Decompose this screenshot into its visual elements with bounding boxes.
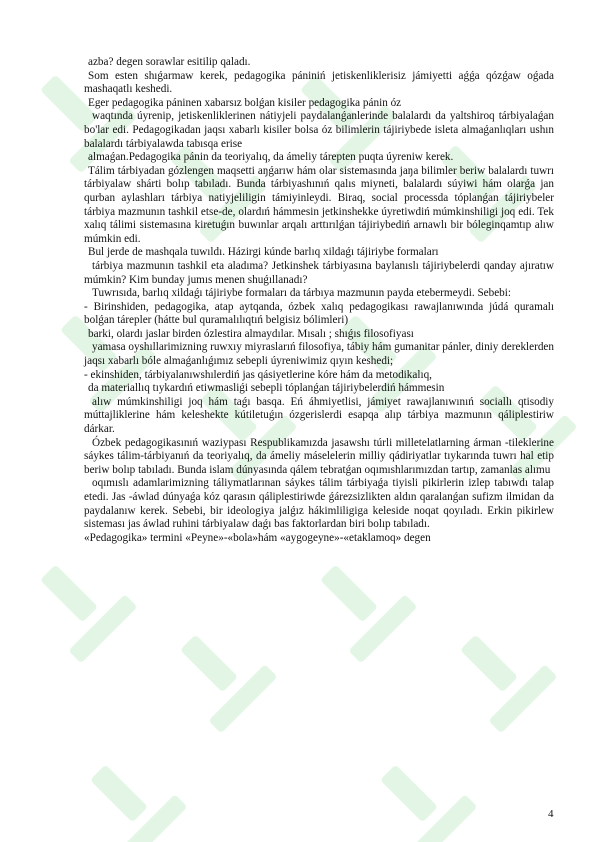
text-line: - Birinshiden, pedagogika, atap aytqanda, ózbek xalıq pedagogikası rawajlanıwında júdá quramalı bolǵan tárepler (hátte bul quramalılıqtıń belgisiz bólimleri)	[84, 300, 554, 327]
text-line: barki, olardı jaslar birden ózlestira almaydılar. Mısalı ; shıǵıs filosofiyası	[88, 327, 414, 340]
text-line: azba? degen sorawlar esitilip qaladı.	[88, 56, 251, 68]
text-line: alıw múmkinshiligi joq hám taǵı basqa. Eń áhmiyetlisi, jámiyet rawajlanıwınıń sociallı qtisodiy múttajliklerine hám keleshekte kútiletuǵın ózgerislerdi esapqa alıp tárbiya mazmunın qáliplestiriw dárkar.	[84, 395, 554, 436]
text-line: - ekinshiden, tárbiyalanıwshılerdiń jas qásiyetlerine kóre hám da metodikalıq,	[84, 368, 432, 381]
text-line: yamasa oyshıllarimizning ruwxıy miyraslarıń filosofiya, tábiy hám gumanitar pánler, diniy dereklerden jaqsı xabarlı bóle almaǵanlıǵımız sebepli úyreniwimiz qıyın keshedi;	[84, 341, 554, 368]
text-line: Eger pedagogika páninen xabarsız bolǵan kisiler pedagogika pánin óz	[88, 96, 402, 109]
text-line: oqımıslı adamlarimizning táliymatlarınan sáykes tálim tárbiyaǵa tiyisli pikirlerin izlep tabıwdı talap etedi. Jas -áwlad dúnyaǵa kóz qarasın qáliplestiriwde ǵárezsizlikten aldın qaralanǵan sufizm ilmidan da paydalanıw kerek. Sebebi, bir ideologiya jalǵız hákimliligiga keleside noqat qoyıladı. Erkin pikirlew sisteması jas áwlad ruhini tárbiyalaw daǵı bas faktorlardan biri bolıp tabıladı.	[84, 477, 554, 531]
text-line: Som esten shıǵarmaw kerek, pedagogika pániniń jetiskenliklerisiz jámiyetti aǵǵa qózǵaw oǵada mashaqatlı keshedi.	[84, 69, 554, 96]
text-line: almaǵan.Pedagogika pánin da teoriyalıq, da ámeliy tárepten puqta úyreniw kerek.	[88, 151, 454, 164]
text-line: Tuwrısıda, barlıq xildaǵı tájiriybe formaları da tárbıya mazmunın payda etebermeydi. Sebebi:	[92, 287, 511, 300]
text-line: Tálim tárbiyadan gózlengen maqsetti aŋǵarıw hám olar sistemasında jaŋa bilimler beriw balalardı tuwrı tárbiyalaw shárti bolıp tabıladı. Bunda tárbiyashınıń qalıs miyneti, balalardı súyiwi hám olarǵa jan qurban aylashları tárbiya natiyjeliligin támiyinleydi. Biraq, social processda tóplanǵan tájiriybeler tárbiya mazmunın tashkil etse-de, olardıń hámmesin jetkinshekke úyretiwdiń múmkinshiligi joq edi. Tek xalıq tálimi sistemasına kiretuǵın buwınlar arqalı arttırılǵan tájiriybediń arnawlı bir bóleginqamtıp alıw múmkin edi.	[84, 164, 554, 245]
text-line: da materiallıq tıykardıń etiwmasliǵi sebepli tóplanǵan tájiriybelerdiń hámmesin	[88, 382, 445, 395]
text-line: Ózbek pedagogikasınıń waziypası Respublikamızda jasawshı túrli milletelatlarning árman -tileklerine sáykes tálim-tárbiyanıń da teoriyalıq, da ámeliy máselelerin milliy qádiriyatlar tıykarında tuwrı hal etip beriw bolıp tabıladı. Bunda islam dúnyasında qálem tebratǵan oqımıshlarımızdan tartıp, zamanlas alımu	[84, 436, 554, 476]
text-line: tárbiya mazmunın tashkil eta aladıma? Jetkinshek tárbiyasına baylanıslı tájiriybelerdi qanday ajıratıw múmkin? Kim bunday jumıs menen shuǵıllanadı?	[84, 259, 554, 286]
text-line: Bul jerde de mashqala tuwıldı. Házirgi kúnde barlıq xildaǵı tájiriybe formaları	[88, 246, 439, 259]
text-line: «Pedagogika» termini «Peyne»-«bola»hám «aygogeyne»-«etaklamoq» degen	[84, 531, 431, 544]
document-body	[84, 56, 554, 545]
page-number: 4	[548, 808, 554, 820]
text-line: waqtında úyrenip, jetiskenliklerinen nátiyjeli paydalanǵanlerinde balalardı da yaltshiroq tárbiyalaǵan bo'lar edi. Pedagogikadan jaqsı xabarlı kisiler bolsa óz bilimlerin tájiriybede isleta almaǵanlıqları ushın balalardı tárbiyalawda tabısqa erise	[84, 110, 554, 150]
